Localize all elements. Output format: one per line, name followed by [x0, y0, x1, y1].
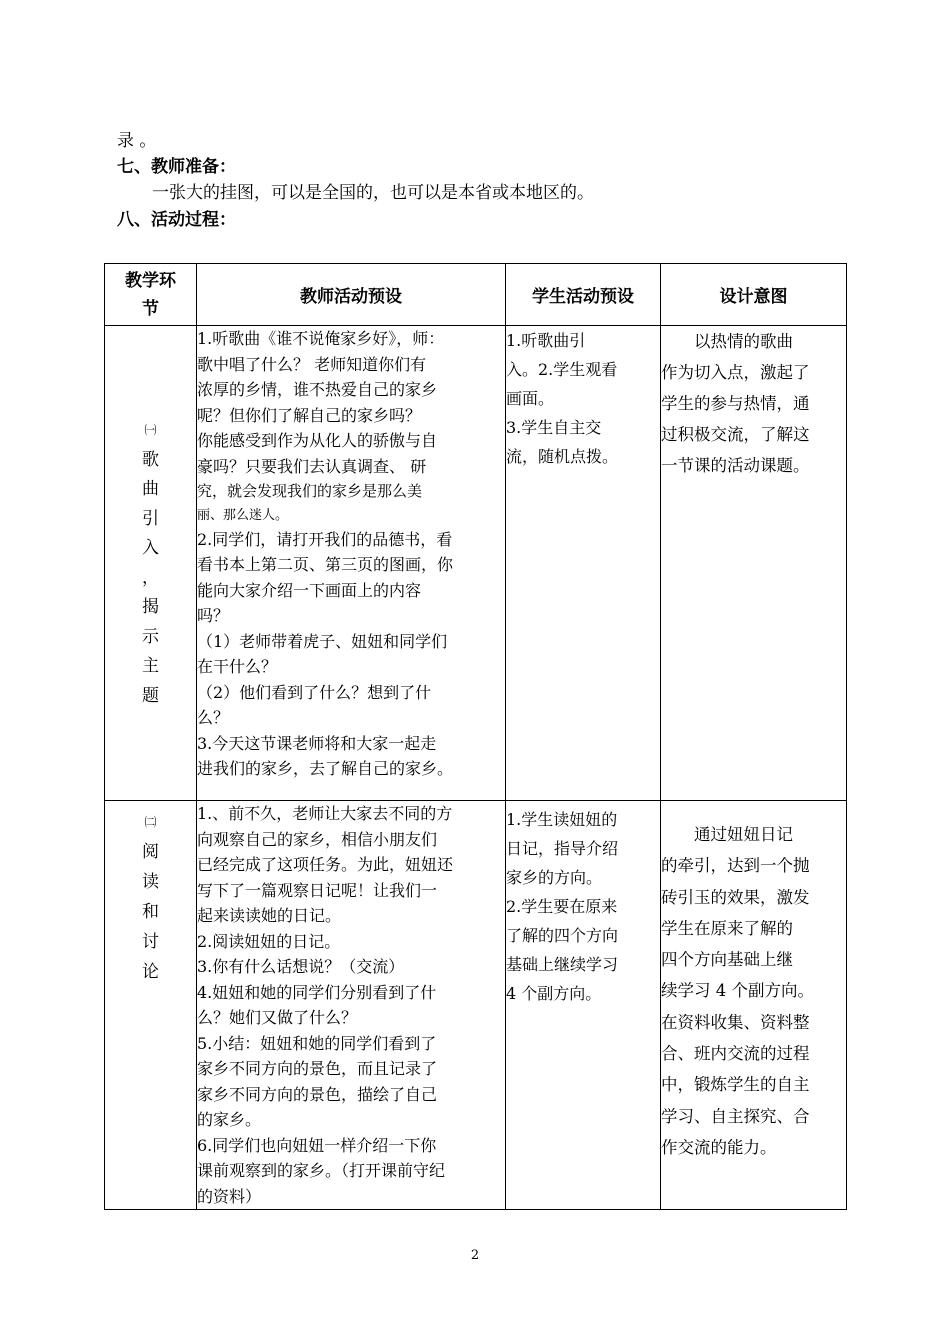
teacher-line: 的资料） — [197, 1186, 262, 1206]
stage-char: 主 — [142, 656, 159, 676]
stage-cell-2 — [105, 801, 197, 1210]
design-line: 四个方向基础上继 — [661, 950, 793, 970]
stage-char: 揭 — [142, 597, 159, 617]
design-line: 续学习 4 个副方向。 — [661, 981, 814, 1001]
teacher-line: 写下了一篇观察日记呢！让我们一 — [197, 880, 438, 900]
section7-title: 七、教师准备： — [117, 157, 236, 177]
teacher-line: 豪吗？只要我们去认真调查、 研 — [197, 456, 427, 476]
teacher-line: （2）他们看到了什么？想到了什 — [197, 682, 432, 702]
stage-char: 阅 — [142, 842, 159, 862]
header-stage-line2: 节 — [142, 298, 159, 319]
design-line: 的牵引，达到一个抛 — [661, 856, 810, 876]
table-header-row — [105, 264, 847, 326]
section7-text: 一张大的挂图，可以是全国的，也可以是本省或本地区的。 — [152, 183, 594, 203]
section8-title: 八、活动过程： — [117, 210, 236, 230]
header-stage-line1: 教学环 — [125, 270, 176, 291]
teacher-line: 家乡不同方向的景色，而且记录了 — [197, 1059, 438, 1078]
teacher-line: 你能感受到作为从化人的骄傲与自 — [197, 431, 438, 450]
teacher-line: 课前观察到的家乡。（打开课前守纪 — [197, 1161, 446, 1180]
design-line: 砖引玉的效果，激发 — [661, 887, 810, 907]
teacher-line: 2.同学们，请打开我们的品德书，看 — [197, 529, 453, 549]
stage-char: 示 — [142, 626, 159, 647]
teacher-line: 的家乡。 — [197, 1110, 262, 1129]
design-line: 在资料收集、资料整 — [661, 1012, 810, 1032]
student-line: 入。2.学生观看 — [506, 360, 618, 379]
teacher-line: 3.你有什么话想说？（交流） — [197, 957, 405, 976]
table-row — [105, 801, 847, 1210]
stage-char: 入 — [142, 538, 159, 558]
teacher-line: 丽、那么迷人。 — [197, 507, 289, 523]
teacher-line: （1）老师带着虎子、妞妞和同学们 — [197, 631, 448, 651]
design-line: 学生的参与热情，通 — [661, 394, 810, 413]
stage-list-1 — [105, 326, 196, 711]
teacher-line: 家乡不同方向的景色，描绘了自己 — [197, 1084, 438, 1104]
student-line: 1.学生读妞妞的 — [506, 810, 618, 829]
design-line: 中，锻炼学生的自主 — [661, 1075, 810, 1095]
teacher-line: 向观察自己的家乡，相信小朋友们 — [197, 829, 438, 849]
header-student: 学生活动预设 — [506, 264, 661, 326]
activity-table — [104, 263, 847, 1210]
teacher-line: 浓厚的乡情，谁不热爱自己的家乡 — [197, 380, 438, 399]
student-cell-2 — [506, 801, 661, 1210]
stage-list-2 — [105, 801, 196, 987]
student-line: 1.听歌曲引 — [506, 331, 586, 350]
design-line: 学习、自主探究、合 — [661, 1106, 810, 1126]
teacher-line: 1.、前不久，老师让大家去不同的方 — [197, 804, 453, 823]
stage-cell-1 — [105, 326, 197, 801]
header-teacher: 教师活动预设 — [197, 264, 506, 326]
teacher-line: 究，就会发现我们的家乡是那么美 — [197, 482, 423, 500]
design-cell-1 — [661, 326, 847, 801]
table-row — [105, 326, 847, 801]
teacher-cell-1 — [197, 326, 506, 801]
design-line: 学生在原来了解的 — [661, 918, 793, 938]
design-line: 过积极交流，了解这 — [661, 425, 810, 444]
teacher-line: 6.同学们也向妞妞一样介绍一下你 — [197, 1135, 437, 1155]
student-line: 了解的四个方向 — [506, 926, 619, 945]
student-line: 2.学生要在原来 — [506, 897, 618, 916]
student-cell-1 — [506, 326, 661, 801]
student-line: 基础上继续学习 — [506, 955, 619, 974]
teacher-line: 4.妞妞和她的同学们分别看到了什 — [197, 982, 437, 1002]
teacher-line: 呢？但你们了解自己的家乡吗？ — [197, 405, 422, 425]
teacher-line: 已经完成了这项任务。为此，妞妞还 — [197, 855, 454, 874]
design-cell-2 — [661, 801, 847, 1210]
teacher-line: 么？ — [197, 708, 230, 727]
teacher-line: 进我们的家乡，去了解自己的家乡。 — [197, 759, 454, 778]
page-number: 2 — [470, 1248, 480, 1263]
design-line: 一节课的活动课题。 — [661, 456, 810, 475]
stage-char: 引 — [142, 508, 159, 529]
teacher-line: 在干什么？ — [197, 657, 278, 676]
stage-mark: ㈡ — [144, 815, 157, 829]
stage-char: 讨 — [142, 932, 159, 952]
student-line: 画面。 — [506, 389, 555, 408]
teacher-line: 3.今天这节课老师将和大家一起走 — [197, 733, 437, 753]
stage-char: 读 — [142, 872, 159, 892]
student-line: 3.学生自主交 — [506, 418, 602, 437]
teacher-line: 起来读读她的日记。 — [197, 906, 342, 925]
teacher-line: 歌中唱了什么？ 老师知道你们有 — [197, 354, 427, 374]
student-line: 日记，指导介绍 — [506, 839, 619, 858]
stage-char: 和 — [142, 902, 159, 922]
design-line: 合、班内交流的过程 — [661, 1044, 810, 1064]
teacher-cell-2 — [197, 801, 506, 1210]
intro-continuation: 录 。 — [117, 131, 157, 151]
stage-char: ， — [142, 567, 159, 588]
header-design: 设计意图 — [661, 264, 847, 326]
header-stage — [105, 264, 197, 326]
stage-char: 歌 — [142, 449, 159, 470]
student-line: 家乡的方向。 — [506, 868, 603, 887]
design-line: 作为切入点，激起了 — [661, 363, 810, 382]
teacher-line: 吗？ — [197, 606, 230, 625]
teacher-line: 5.小结：妞妞和她的同学们看到了 — [197, 1033, 437, 1053]
design-line: 通过妞妞日记 — [694, 825, 793, 844]
design-line: 以热情的歌曲 — [694, 332, 793, 351]
student-line: 4 个副方向。 — [506, 984, 602, 1003]
teacher-line: 2.阅读妞妞的日记。 — [197, 931, 341, 951]
teacher-line: 看书本上第二页、第三页的图画，你 — [197, 555, 454, 574]
teacher-line: 1.听歌曲《谁不说俺家乡好》，师： — [197, 329, 445, 348]
stage-char: 曲 — [142, 479, 159, 499]
stage-char: 论 — [142, 962, 159, 982]
teacher-line: 能向大家介绍一下画面上的内容 — [197, 580, 422, 600]
design-line: 作交流的能力。 — [661, 1137, 777, 1157]
student-line: 流，随机点拨。 — [506, 447, 619, 466]
stage-char: 题 — [142, 685, 159, 706]
stage-mark: ㈠ — [144, 423, 157, 437]
teacher-line: 么？她们又做了什么？ — [197, 1008, 358, 1027]
